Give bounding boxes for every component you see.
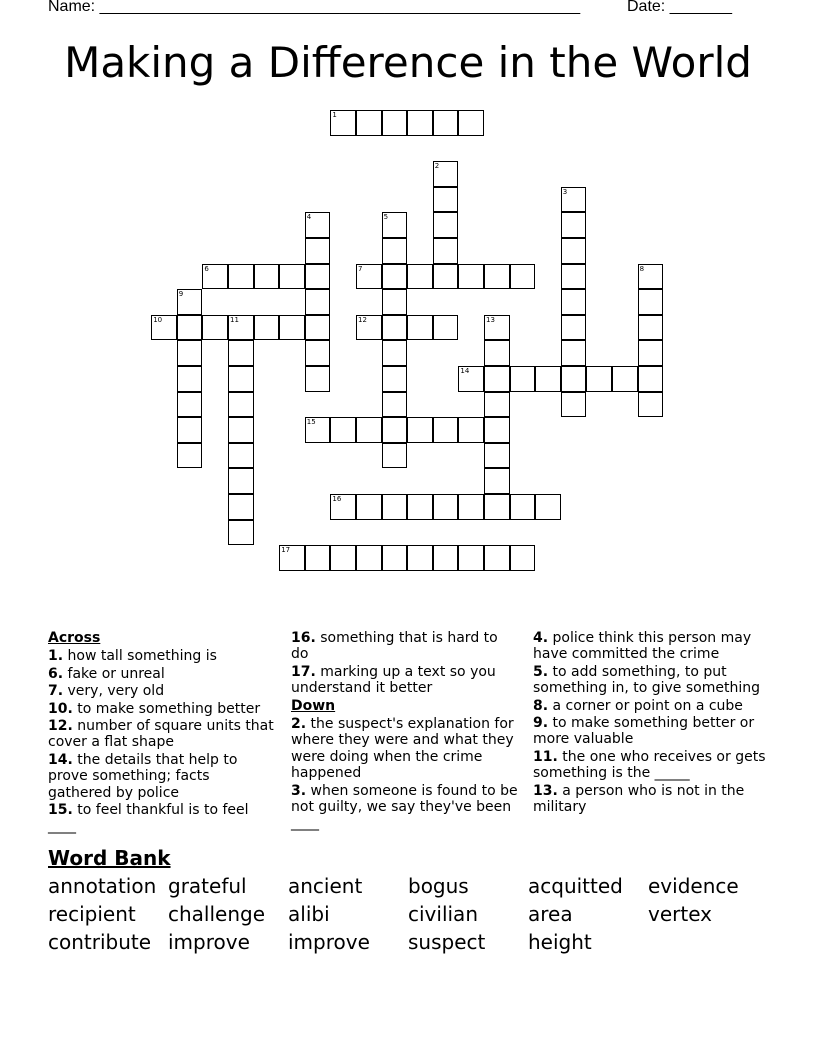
word-bank-item: vertex [648,902,712,926]
crossword-cell[interactable] [484,264,510,290]
crossword-cell[interactable] [433,161,459,187]
crossword-cell[interactable] [484,366,510,392]
clue-number: 16 [332,495,342,503]
crossword-cell[interactable] [484,468,510,494]
crossword-cell[interactable] [356,417,382,443]
crossword-cell[interactable] [330,494,356,520]
clue-number: 3 [562,187,568,196]
crossword-cell[interactable] [407,315,433,341]
name-field[interactable]: Name: ______________________________________________________ [48,0,581,15]
clue-down-2: 2. the suspect's explanation for where they were and what they were doing when the crime happened [291,716,514,782]
crossword-cell[interactable] [561,366,587,392]
date-field[interactable]: Date: _______ [627,0,732,15]
clue-number: 14 [460,367,470,375]
crossword-cell[interactable] [356,545,382,571]
crossword-cell[interactable] [510,545,536,571]
crossword-cell[interactable] [433,212,459,238]
crossword-cell[interactable] [561,289,587,315]
crossword-cell[interactable] [561,264,587,290]
crossword-cell[interactable] [254,264,280,290]
clue-number: 17 [281,546,291,555]
crossword-cell[interactable] [305,238,331,264]
crossword-cell[interactable] [228,417,254,443]
clue-across-15: 15. to feel thankful is to feel ____ [48,802,249,835]
crossword-cell[interactable] [382,238,408,264]
crossword-cell[interactable] [356,110,382,136]
crossword-cell[interactable] [407,417,433,443]
across-heading: Across [48,630,101,646]
clue-across-17: 17. marking up a text so you understand it better [291,663,496,697]
crossword-cell[interactable] [382,417,408,443]
clue-down-3: 3. when someone is found to be not guilty, we say they've been ____ [291,782,518,832]
crossword-cell[interactable] [458,494,484,520]
crossword-cell[interactable] [382,366,408,392]
crossword-cell[interactable] [305,366,331,392]
crossword-cell[interactable] [305,264,331,290]
crossword-cell[interactable] [433,264,459,290]
crossword-cell[interactable] [484,417,510,443]
crossword-cell[interactable] [228,315,254,341]
clue-number: 1 [332,111,337,119]
word-bank-item: ancient [288,874,363,898]
word-bank-item: civilian [408,902,478,926]
clue-number: 4 [306,213,312,222]
clue-down-4: 4. police think this person may have committed the crime [533,630,752,663]
crossword-cell[interactable] [356,264,382,290]
crossword-cell[interactable] [561,392,587,418]
crossword-cell[interactable] [433,545,459,571]
clue-number: 15 [306,418,316,427]
crossword-cell[interactable] [382,110,408,136]
crossword-cell[interactable] [484,443,510,469]
crossword-cell[interactable] [228,340,254,366]
crossword-cell[interactable] [305,289,331,315]
clue-across-12: 12. number of square units that cover a flat shape [48,718,274,751]
crossword-cell[interactable] [202,315,228,341]
word-bank-item: evidence [648,874,739,898]
crossword-cell[interactable] [638,289,664,315]
crossword-cell[interactable] [561,340,587,366]
crossword-cell[interactable] [305,340,331,366]
crossword-cell[interactable] [305,545,331,571]
crossword-cell[interactable] [484,340,510,366]
crossword-cell[interactable] [382,494,408,520]
crossword-cell[interactable] [228,392,254,418]
crossword-cell[interactable] [382,212,408,238]
crossword-cell[interactable] [433,494,459,520]
clue-down-11: 11. the one who receives or gets something is the _____ [533,748,766,782]
clue-number: 2 [434,162,440,171]
crossword-cell[interactable] [407,110,433,136]
clue-number: 6 [204,264,209,273]
clue-across-6: 6. fake or unreal [48,665,165,682]
crossword-cell[interactable] [177,315,203,341]
crossword-cell[interactable] [228,520,254,546]
clue-down-13: 13. a person who is not in the military [533,782,745,816]
crossword-cell[interactable] [638,366,664,392]
word-bank-heading: Word Bank [48,846,171,870]
crossword-cell[interactable] [305,212,331,238]
crossword-cell[interactable] [433,238,459,264]
crossword-cell[interactable] [382,264,408,290]
crossword-cell[interactable] [202,264,228,290]
crossword-cell[interactable] [510,494,536,520]
clue-number: 11 [230,315,239,324]
crossword-cell[interactable] [458,417,484,443]
crossword-cell[interactable] [458,366,484,392]
crossword-cell[interactable] [382,545,408,571]
crossword-cell[interactable] [638,315,664,341]
clue-across-7: 7. very, very old [48,683,165,700]
clue-number: 9 [178,290,184,299]
word-bank-item: area [528,902,573,926]
clue-down-8: 8. a corner or point on a cube [533,697,743,714]
word-bank-item: height [528,930,592,954]
crossword-cell[interactable] [561,187,587,213]
crossword-cell[interactable] [254,315,280,341]
clues-column-1 [48,630,276,836]
crossword-cell[interactable] [484,392,510,418]
crossword-cell[interactable] [458,110,484,136]
crossword-cell[interactable] [177,289,203,315]
crossword-cell[interactable] [177,392,203,418]
clue-number: 10 [153,315,163,324]
clue-number: 7 [358,264,363,273]
crossword-cell[interactable] [535,366,561,392]
crossword-cell[interactable] [407,264,433,290]
crossword-cell[interactable] [484,315,510,341]
word-bank-item: grateful [168,874,247,898]
crossword-cell[interactable] [228,468,254,494]
crossword-cell[interactable] [638,392,664,418]
crossword-cell[interactable] [433,315,459,341]
crossword-cell[interactable] [433,110,459,136]
word-bank [48,874,808,954]
crossword-cell[interactable] [228,366,254,392]
crossword-cell[interactable] [151,315,177,341]
crossword-cell[interactable] [356,315,382,341]
page-title: Making a Difference in the World [64,38,752,87]
crossword-cell[interactable] [382,443,408,469]
crossword-cell[interactable] [279,545,305,571]
crossword-cell[interactable] [638,340,664,366]
word-bank-item: alibi [288,902,330,926]
crossword-cell[interactable] [638,264,664,290]
word-bank-item: suspect [408,930,486,954]
down-heading: Down [291,697,336,714]
clue-down-5: 5. to add something, to put something in, to give something [533,663,760,697]
word-bank-item: improve [168,930,250,954]
crossword-cell[interactable] [356,494,382,520]
word-bank-item: bogus [408,874,469,898]
clue-number: 12 [358,315,367,324]
clue-down-9: 9. to make something better or more valuable [533,715,755,748]
crossword-cell[interactable] [561,315,587,341]
crossword-cell[interactable] [561,238,587,264]
word-bank-item: contribute [48,930,152,954]
clue-number: 13 [486,315,495,324]
word-bank-item: annotation [48,874,157,898]
crossword-cell[interactable] [279,264,305,290]
word-bank-item: challenge [168,902,266,926]
clues-column-2 [291,630,519,833]
word-bank-item: recipient [48,902,136,926]
crossword-cell[interactable] [382,289,408,315]
crossword-cell[interactable] [177,366,203,392]
crossword-cell[interactable] [228,264,254,290]
crossword-cell[interactable] [305,417,331,443]
crossword-cell[interactable] [612,366,638,392]
crossword-cell[interactable] [330,417,356,443]
crossword-cell[interactable] [561,212,587,238]
crossword-cell[interactable] [177,443,203,469]
clue-across-10: 10. to make something better [48,700,261,717]
clue-number: 5 [383,213,389,222]
crossword-cell[interactable] [305,315,331,341]
clue-across-16: 16. something that is hard to do [291,630,498,663]
crossword-cell[interactable] [177,417,203,443]
clue-across-14: 14. the details that help to prove something; facts gathered by police [48,751,238,801]
crossword-cell[interactable] [382,340,408,366]
crossword-cell[interactable] [279,315,305,341]
crossword-cell[interactable] [535,494,561,520]
crossword-cell[interactable] [433,417,459,443]
word-bank-item: improve [288,930,370,954]
crossword-cell[interactable] [407,494,433,520]
crossword-cell[interactable] [382,392,408,418]
clue-across-1: 1. how tall something is [48,648,217,665]
crossword-cell[interactable] [510,264,536,290]
crossword-cell[interactable] [510,366,536,392]
crossword-cell[interactable] [458,545,484,571]
crossword-cell[interactable] [407,545,433,571]
crossword-cell[interactable] [382,315,408,341]
crossword-cell[interactable] [330,545,356,571]
crossword-cell[interactable] [484,494,510,520]
word-bank-item: acquitted [528,874,623,898]
crossword-cell[interactable] [484,545,510,571]
crossword-cell[interactable] [458,264,484,290]
crossword-cell[interactable] [228,443,254,469]
crossword-cell[interactable] [433,187,459,213]
crossword-cell[interactable] [586,366,612,392]
clue-number: 8 [639,264,645,273]
crossword-cell[interactable] [330,110,356,136]
crossword-cell[interactable] [228,494,254,520]
crossword-cell[interactable] [177,340,203,366]
clues-column-3 [533,630,773,816]
